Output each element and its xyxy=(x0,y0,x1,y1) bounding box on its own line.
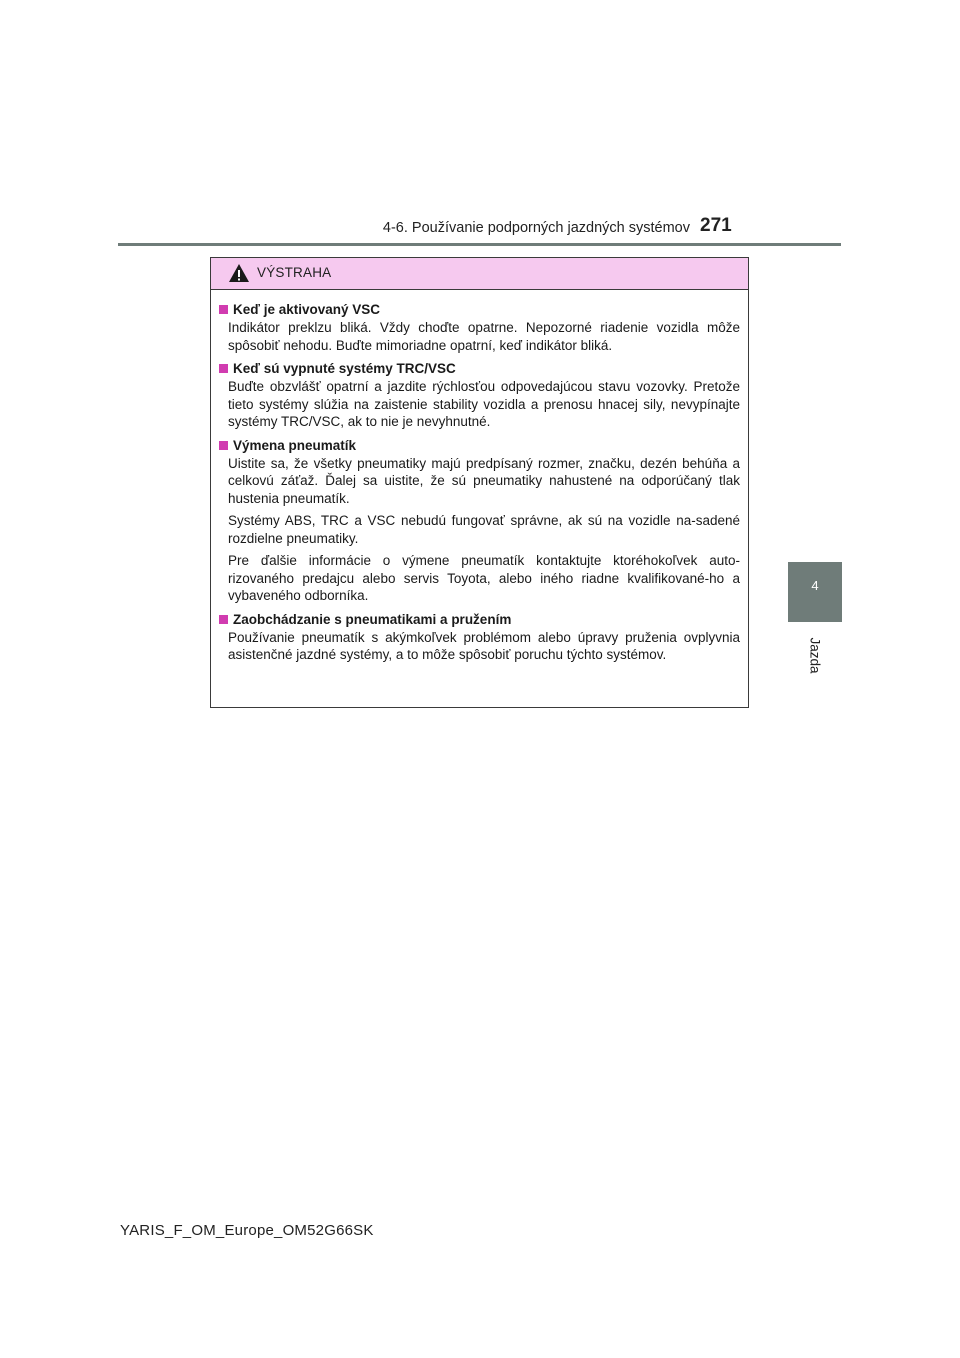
warning-box xyxy=(210,257,749,708)
chapter-tab-label: Jazda xyxy=(807,637,823,674)
warning-section-tire-replacement xyxy=(219,436,740,605)
warning-label: VÝSTRAHA xyxy=(257,265,332,280)
warning-header xyxy=(211,258,748,290)
square-bullet-icon xyxy=(219,615,228,624)
section-heading xyxy=(219,436,740,455)
warning-content xyxy=(211,290,748,664)
section-heading xyxy=(219,610,740,629)
section-paragraph: Používanie pneumatík s akýmkoľvek problémom alebo úpravy pruženia ovplyvnia asistenčné jazdné systémy, a to môže spôsobiť poruchu týchto systémov. xyxy=(228,629,740,662)
square-bullet-icon xyxy=(219,441,228,450)
warning-section-vsc-active xyxy=(219,300,740,354)
section-heading-text: Zaobchádzanie s pneumatikami a pružením xyxy=(233,611,512,627)
warning-section-tires-suspension xyxy=(219,610,740,664)
section-heading-text: Výmena pneumatík xyxy=(233,437,357,453)
section-heading xyxy=(219,359,740,378)
warning-section-trc-vsc-off xyxy=(219,359,740,431)
header-rule xyxy=(118,243,841,246)
square-bullet-icon xyxy=(219,364,228,373)
section-heading-text: Keď je aktivovaný VSC xyxy=(233,302,381,317)
chapter-tab[interactable] xyxy=(788,562,842,622)
document-id: YARIS_F_OM_Europe_OM52G66SK xyxy=(120,1222,374,1239)
warning-triangle-icon xyxy=(228,263,250,283)
chapter-title: 4-6. Používanie podporných jazdných systémov xyxy=(382,220,690,236)
section-paragraph: Pre ďalšie informácie o výmene pneumatík kontaktujte ktoréhokoľvek auto-rizovaného predajcu alebo servis Toyota, alebo iného riadne kvalifikované-ho a vybaveného odborníka. xyxy=(228,553,740,603)
chapter-tab-number: 4 xyxy=(811,578,819,593)
section-paragraph: Systémy ABS, TRC a VSC nebudú fungovať správne, ak sú na vozidle na-sadené rozdielne pneumatiky. xyxy=(228,513,740,546)
section-heading-text: Keď sú vypnuté systémy TRC/VSC xyxy=(233,361,456,376)
section-paragraph: Buďte obzvlášť opatrní a jazdite rýchlosťou odpovedajúcou stavu vozovky. Pretože tieto systémy slúžia na zaistenie stability vozidla a prenosu hnacej sily, nevypínajte systémy TRC/VSC, ak to nie je nevyhnutné. xyxy=(228,379,740,429)
section-paragraph: Uistite sa, že všetky pneumatiky majú predpísaný rozmer, značku, dezén behúňa a celkovú záťaž. Ďalej sa uistite, že sú pneumatiky nahustené na odporúčaný tlak hustenia pneumatík. xyxy=(228,455,740,506)
section-paragraph: Indikátor preklzu bliká. Vždy choďte opatrne. Nepozorné riadenie vozidla môže spôsobiť nehodu. Buďte mimoriadne opatrní, keď indikátor bliká. xyxy=(228,320,740,353)
square-bullet-icon xyxy=(219,305,228,314)
page-number: 271 xyxy=(700,215,732,236)
section-heading xyxy=(219,300,740,319)
